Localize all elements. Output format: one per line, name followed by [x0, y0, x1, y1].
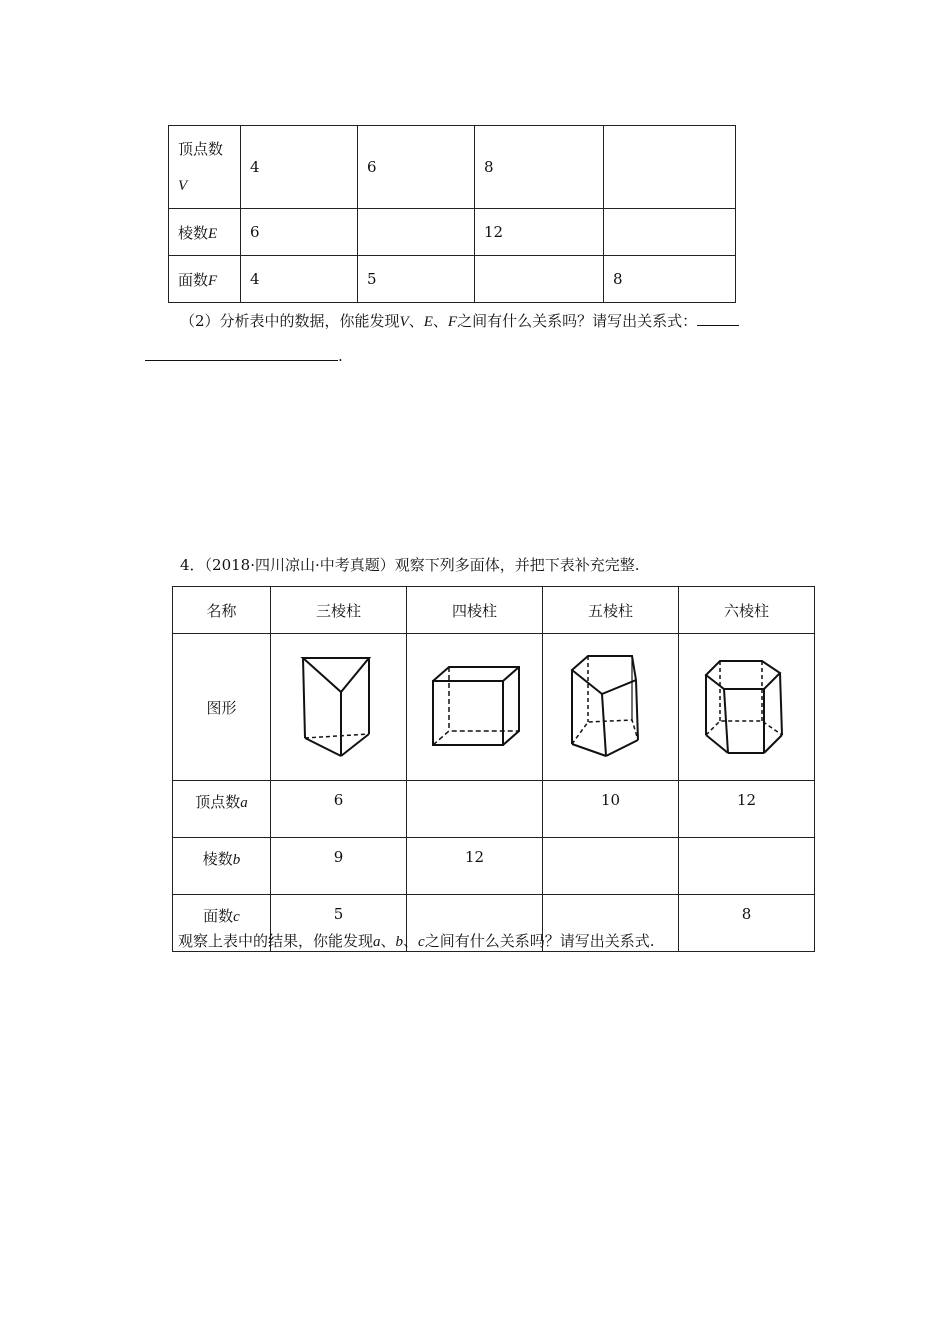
table-row [169, 256, 736, 303]
row-header-faces [169, 256, 241, 303]
table-cell: 5 [358, 256, 475, 303]
problem-4-text: 4．（2018·四川凉山·中考真题）观察下列多面体，并把下表补充完整. [180, 556, 640, 574]
table-cell [407, 781, 543, 838]
table-cell [475, 256, 604, 303]
table-cell [543, 838, 679, 895]
variable-f: F [208, 272, 218, 289]
table-cell: 6 [358, 126, 475, 209]
hexagonal-prism-icon [702, 655, 792, 759]
table-cell: 8 [679, 895, 815, 952]
header-name: 名称 [173, 587, 271, 634]
row-label: 顶点数 [178, 139, 224, 158]
row-label: 棱数 [202, 850, 233, 868]
figure-label: 图形 [173, 634, 271, 781]
figure-cell [679, 634, 815, 781]
table-row [173, 838, 815, 895]
table-cell: 12 [407, 838, 543, 895]
variable-f: F [447, 314, 458, 330]
observation-text [178, 930, 655, 951]
separator: 、 [403, 932, 419, 950]
triangular-prism-icon [299, 652, 379, 762]
figure-cell [271, 634, 407, 781]
table-cell: 9 [271, 838, 407, 895]
table-cell: 12 [679, 781, 815, 838]
table-cell: 4 [241, 256, 358, 303]
separator: 、 [408, 312, 424, 330]
table-cell: 6 [241, 209, 358, 256]
polyhedra-table-1 [168, 125, 736, 303]
table-cell: 6 [271, 781, 407, 838]
table-cell: 8 [604, 256, 736, 303]
answer-blank[interactable] [145, 346, 338, 361]
figure-cell [543, 634, 679, 781]
header-quadrangular-prism: 四棱柱 [407, 587, 543, 634]
separator: 、 [432, 312, 448, 330]
table-row [173, 781, 815, 838]
header-pentagonal-prism: 五棱柱 [543, 587, 679, 634]
row-header-edges [169, 209, 241, 256]
variable-c: c [418, 934, 425, 950]
q2-prefix: （2）分析表中的数据，你能发现 [180, 312, 400, 330]
prism-table [172, 586, 815, 952]
variable-b: b [395, 934, 404, 950]
variable-v: V [178, 177, 188, 194]
table-row [169, 126, 736, 209]
row-label: 顶点数 [195, 793, 241, 811]
table-cell: 4 [241, 126, 358, 209]
header-triangular-prism: 三棱柱 [271, 587, 407, 634]
row-label: 面数 [178, 270, 209, 289]
table-cell [679, 838, 815, 895]
variable-a: a [240, 795, 248, 811]
table-header-row [173, 587, 815, 634]
cube-icon [425, 657, 525, 757]
separator: 、 [380, 932, 396, 950]
variable-b: b [232, 852, 241, 868]
pentagonal-prism-icon [566, 652, 656, 762]
table-cell: 8 [475, 126, 604, 209]
answer-blank[interactable] [697, 311, 739, 326]
variable-a: a [373, 934, 381, 950]
figure-row [173, 634, 815, 781]
period: . [338, 347, 343, 365]
row-label: 面数 [203, 907, 234, 925]
q2-suffix: 之间有什么关系吗？请写出关系式： [457, 312, 698, 330]
row-header-vertices [169, 126, 241, 209]
observe-prefix: 观察上表中的结果，你能发现 [178, 932, 374, 950]
table-row [169, 209, 736, 256]
row-header-edges [173, 838, 271, 895]
variable-e: E [208, 225, 218, 242]
table-cell: 5 [271, 895, 407, 952]
row-label: 棱数 [178, 223, 209, 242]
table-cell: 12 [475, 209, 604, 256]
table-cell [604, 126, 736, 209]
variable-v: V [399, 314, 409, 330]
row-header-vertices [173, 781, 271, 838]
variable-e: E [423, 314, 433, 330]
table-cell [358, 209, 475, 256]
observe-suffix: 之间有什么关系吗？请写出关系式. [424, 932, 655, 950]
table-cell: 10 [543, 781, 679, 838]
figure-cell [407, 634, 543, 781]
question-2-answer-line [145, 346, 343, 365]
table-cell [604, 209, 736, 256]
question-2-text [180, 310, 739, 331]
header-hexagonal-prism: 六棱柱 [679, 587, 815, 634]
variable-c: c [233, 909, 240, 925]
